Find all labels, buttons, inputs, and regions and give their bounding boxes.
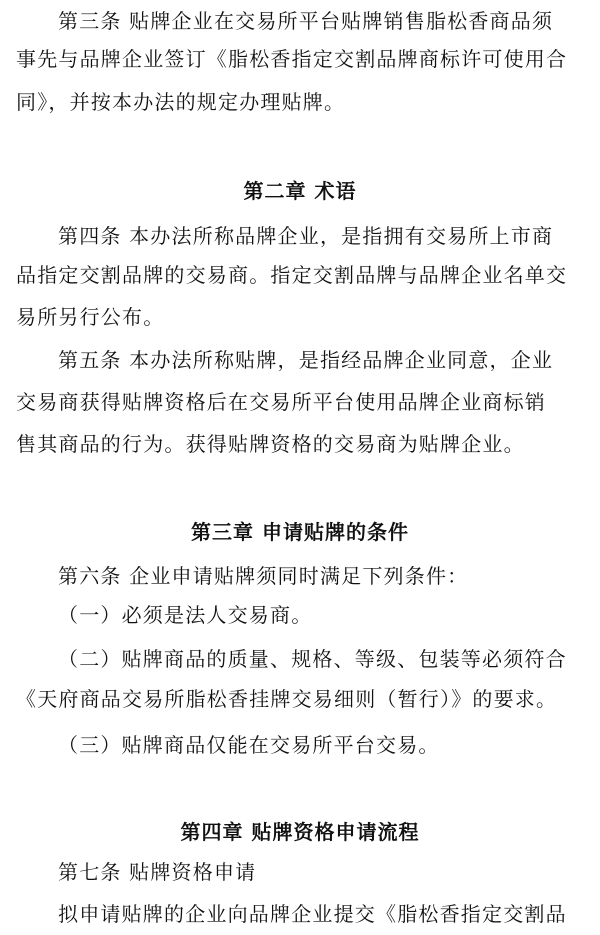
article7-line1: 第七条 贴牌资格申请 — [58, 860, 257, 884]
article3-line2: 事先与品牌企业签订《脂松香指定交割品牌商标许可使用合 — [16, 47, 568, 71]
article6-item2-line1: （二）贴牌商品的质量、规格、等级、包装等必须符合 — [58, 647, 567, 671]
article7-line2: 拟申请贴牌的企业向品牌企业提交《脂松香指定交割品 — [58, 902, 567, 926]
article5-line2: 交易商获得贴牌资格后在交易所平台使用品牌企业商标销 — [16, 390, 546, 414]
chapter3-title: 第三章 申请贴牌的条件 — [191, 520, 409, 544]
article5-line1: 第五条 本办法所称贴牌，是指经品牌企业同意，企业 — [58, 348, 554, 372]
article4-line3: 易所另行公布。 — [16, 305, 165, 329]
article4-line1: 第四条 本办法所称品牌企业，是指拥有交易所上市商 — [58, 224, 554, 248]
article3-line1: 第三条 贴牌企业在交易所平台贴牌销售脂松香商品须 — [58, 9, 554, 33]
article3-line3: 同》，并按本办法的规定办理贴牌。 — [16, 90, 346, 114]
chapter4-title: 第四章 贴牌资格申请流程 — [180, 820, 420, 844]
article6-item2-line2: 《天府商品交易所脂松香挂牌交易细则（暂行）》的要求。 — [16, 687, 558, 711]
chapter2-title: 第二章 术语 — [243, 179, 357, 203]
article6-line1: 第六条 企业申请贴牌须同时满足下列条件： — [58, 564, 469, 588]
article4-line2: 品指定交割品牌的交易商。指定交割品牌与品牌企业名单交 — [16, 263, 568, 287]
article6-item3: （三）贴牌商品仅能在交易所平台交易。 — [58, 733, 440, 757]
article5-line3: 售其商品的行为。获得贴牌资格的交易商为贴牌企业。 — [16, 432, 525, 456]
article6-item1: （一）必须是法人交易商。 — [58, 603, 313, 627]
